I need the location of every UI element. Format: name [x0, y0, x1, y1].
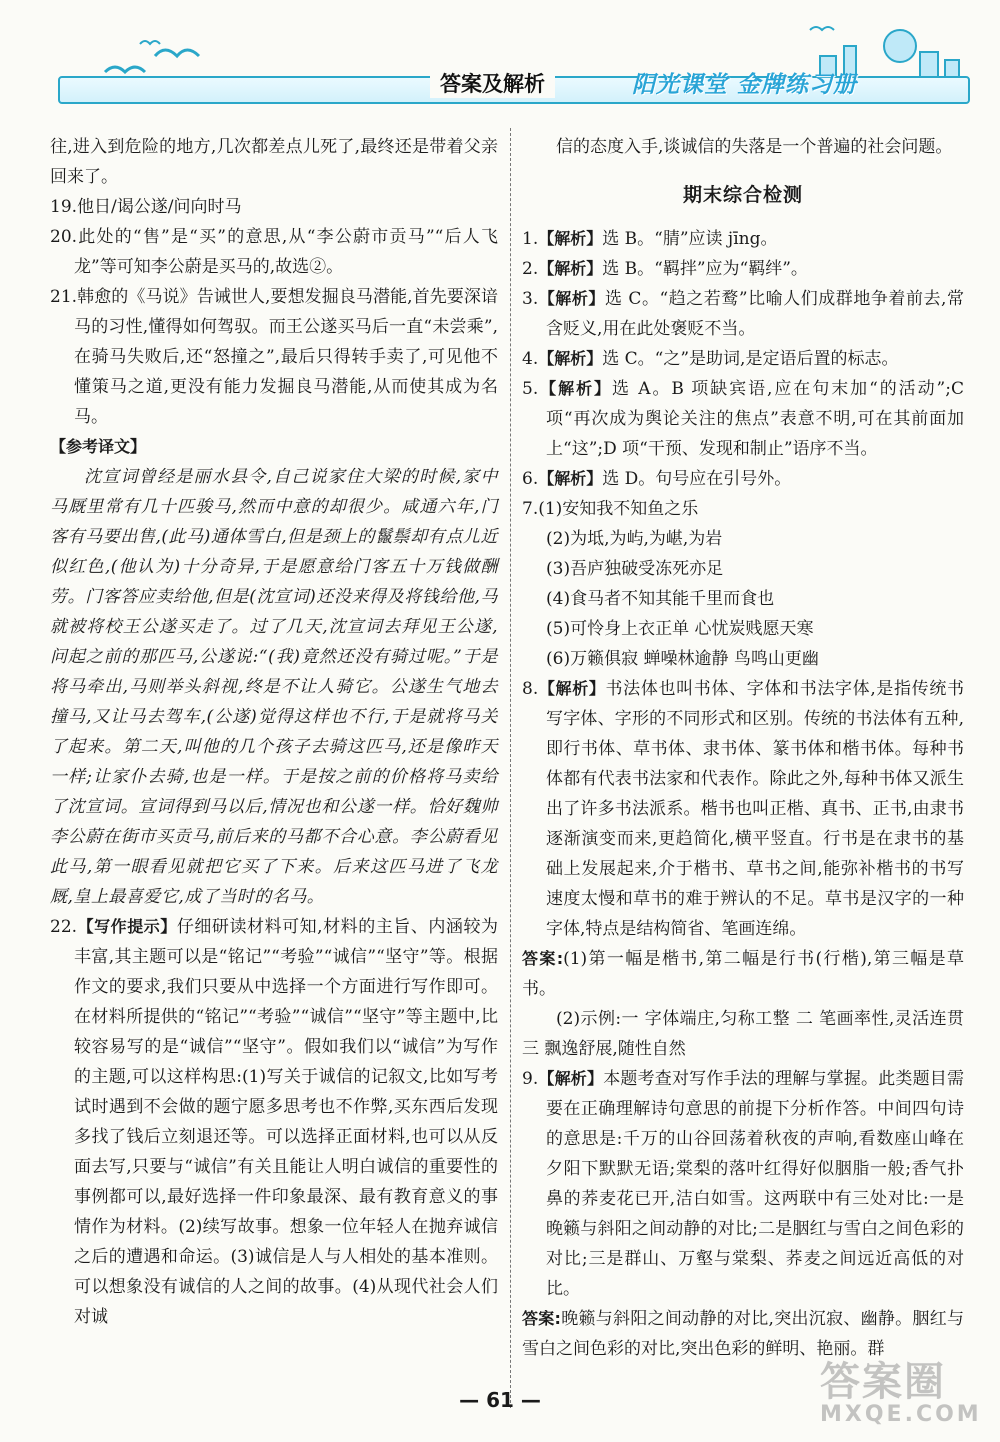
item-text: 书法体也叫书体、字体和书法字体,是指传统书写字体、字形的不同形式和区别。传统的书法体有五种,即行书体、草书体、隶书体、篆书体和楷书体。每种书体都有代表书法家和代表作。除此之外,每种书体又派生出了许多书法派系。楷书也叫正楷、真书、正书,由隶书逐渐演变而来,更趋简化,横平竖直。行书是在隶书的基础上发展起来,介于楷书、草书之间,能弥补楷书的书写速度太慢和草书的难于辨认的不足。草书是汉字的一种字体,特点是结构简省、笔画连绵。 [546, 679, 964, 939]
paragraph [522, 674, 964, 944]
item-tag: 【解析】 [538, 289, 605, 308]
item-number: 2. [522, 259, 539, 279]
item-number: 22. [50, 917, 78, 937]
item-number: 1. [522, 229, 539, 249]
paragraph [522, 224, 964, 254]
paragraph [522, 1064, 964, 1304]
page-number: — 61 — [459, 1388, 541, 1412]
watermark-url: MXQE.COM [820, 1402, 982, 1427]
item-number: 3. [522, 289, 539, 309]
item-text: (2)示例:一 字体端庄,匀称工整 二 笔画率性,灵活连贯 三 飘逸舒展,随性自然 [522, 1009, 964, 1059]
item-number: 6. [522, 469, 539, 489]
column-divider [510, 128, 511, 1408]
paragraph [522, 494, 964, 524]
item-tag: 【解析】 [538, 1069, 604, 1088]
item-text: (3)吾庐独破受冻死亦足 [546, 559, 724, 579]
right-column [522, 132, 964, 1364]
section-label [50, 432, 498, 462]
item-text: 19.他日/谒公遂/问向时马 [50, 197, 242, 217]
section-title: 期末综合检测 [682, 184, 803, 206]
paragraph [522, 644, 964, 674]
item-text: (2)为坻,为屿,为嵁,为岩 [546, 529, 723, 549]
item-text: 选 B。“腈”应读 jīng。 [602, 229, 778, 249]
answer-label: 答案: [522, 1309, 561, 1328]
item-number: 4. [522, 349, 539, 369]
paragraph [522, 374, 964, 464]
item-tag: 【解析】 [538, 679, 606, 698]
item-text: 本题考查对写作手法的理解与掌握。此类题目需要在正确理解诗句意思的前提下分析作答。中间四句诗的意思是:千万的山谷回荡着秋夜的声响,看数座山峰在夕阳下默默无语;棠梨的落叶红得好似胭脂一般;香气扑鼻的荞麦花已开,洁白如雪。这两联中有三处对比:一是晚籁与斜阳之间动静的对比;二是胭红与雪白之间色彩的对比;三是群山、万壑与棠梨、荞麦之间远近高低的对比。 [546, 1069, 964, 1299]
paragraph [522, 284, 964, 344]
paragraph [50, 132, 498, 192]
paragraph [50, 462, 498, 912]
paragraph [522, 464, 964, 494]
label-text: 【参考译文】 [50, 437, 147, 456]
item-number: 8. [522, 679, 539, 699]
page-header [40, 14, 970, 104]
item-text: 7.(1)安知我不知鱼之乐 [522, 499, 699, 519]
watermark [820, 1359, 982, 1427]
item-tag: 【解析】 [538, 379, 612, 398]
paragraph [522, 944, 964, 1004]
item-tag: 【写作提示】 [77, 917, 177, 936]
item-text: 选 D。句号应在引号外。 [602, 469, 792, 489]
item-text: (1)第一幅是楷书,第二幅是行书(行楷),第三幅是草书。 [522, 949, 964, 999]
item-number: 5. [522, 379, 539, 399]
item-text: 选 C。“趋之若鹜”比喻人们成群地争着前去,常含贬义,用在此处褒贬不当。 [546, 289, 964, 339]
item-text: 选 C。“之”是助词,是定语后置的标志。 [602, 349, 899, 369]
paragraph [522, 1004, 964, 1064]
paragraph [522, 554, 964, 584]
header-title: 答案及解析 [430, 68, 555, 98]
item-text: (4)食马者不知其能千里而食也 [546, 589, 775, 609]
item-tag: 【解析】 [538, 229, 603, 248]
item-text: 21.韩愈的《马说》告诫世人,要想发掘良马潜能,首先要深谙马的习性,懂得如何驾驭。而王公遂买马后一直“未尝乘”,在骑马失败后,还“怒撞之”,最后只得转手卖了,可见他不懂策马之道,更没有能力发掘良马潜能,从而使其成为名马。 [50, 287, 498, 427]
paragraph [522, 254, 964, 284]
item-text: 选 A。B 项缺宾语,应在句末加“的活动”;C 项“再次成为舆论关注的焦点”表意不明,可在其前面加上“这”;D 项“干预、发现和制止”语序不当。 [546, 379, 964, 459]
answer-label: 答案: [522, 949, 564, 968]
item-tag: 【解析】 [538, 349, 603, 368]
paragraph [522, 524, 964, 554]
item-text: 选 B。“羁拌”应为“羁绊”。 [602, 259, 808, 279]
paragraph [522, 614, 964, 644]
item-text: 往,进入到危险的地方,几次都差点儿死了,最终还是带着父亲回来了。 [50, 137, 498, 187]
item-text: 晚籁与斜阳之间动静的对比,突出沉寂、幽静。胭红与雪白之间色彩的对比,突出色彩的鲜明、艳丽。群 [522, 1309, 964, 1359]
brand-logo: 阳光课堂 金牌练习册 [632, 72, 858, 98]
paragraph [522, 132, 964, 162]
paragraph [50, 912, 498, 1332]
item-number: 9. [522, 1069, 539, 1089]
paragraph [522, 344, 964, 374]
paragraph [50, 282, 498, 432]
item-text: 沈宣词曾经是丽水县令,自己说家住大梁的时候,家中马厩里常有几十匹骏马,然而中意的却很少。咸通六年,门客有马要出售,(此马)通体雪白,但是颈上的鬣鬃却有点儿近似红色,(他认为)十分奇异,于是愿意给门客五十万钱做酬劳。门客答应卖给他,但是(沈宣词)还没来得及将钱给他,马就被将校王公遂买走了。过了几天,沈宣词去拜见王公遂,问起之前的那匹马,公遂说:“(我)竟然还没有骑过呢。”于是将马牵出,马则举头斜视,终是不让人骑它。公遂生气地去撞马,又让马去驾车,(公遂)觉得这样也不行,于是就将马关了起来。第二天,叫他的几个孩子去骑这匹马,还是像昨天一样;让家仆去骑,也是一样。于是按之前的价格将马卖给了沈宣词。宣词得到马以后,情况也和公遂一样。恰好魏帅李公蔚在街市买贡马,前后来的马都不合心意。李公蔚看见此马,第一眼看见就把它买了下来。后来这匹马进了飞龙厩,皇上最喜爱它,成了当时的名马。 [50, 467, 498, 907]
item-text: 信的态度入手,谈诚信的失落是一个普遍的社会问题。 [556, 137, 953, 157]
item-text: (5)可怜身上衣正单 心忧炭贱愿天寒 [546, 619, 814, 639]
paragraph [522, 1304, 964, 1364]
left-column [50, 132, 498, 1332]
item-tag: 【解析】 [538, 259, 603, 278]
watermark-text: 答案圈 [820, 1359, 946, 1405]
item-text: (6)万籁俱寂 蝉噪林逾静 鸟鸣山更幽 [546, 649, 819, 669]
paragraph [522, 584, 964, 614]
item-tag: 【解析】 [538, 469, 603, 488]
item-text: 仔细研读材料可知,材料的主旨、内涵较为丰富,其主题可以是“铭记”“考验”“诚信”“坚守”等。根据作文的要求,我们只要从中选择一个方面进行写作即可。在材料所提供的“铭记”“考验”“诚信”“坚守”等主题中,比较容易写的是“诚信”“坚守”。假如我们以“诚信”为写作的主题,可以这样构思:(1)写关于诚信的记叙文,比如写考试时遇到不会做的题宁愿多思考也不作弊,买东西后发现多找了钱后立刻退还等。可以选择正面材料,也可以从反面去写,只要与“诚信”有关且能让人明白诚信的重要性的事例都可以,最好选择一件印象最深、最有教育意义的事情作为材料。(2)续写故事。想象一位年轻人在抛弃诚信之后的遭遇和命运。(3)诚信是人与人相处的基本准则。可以想象没有诚信的人之间的故事。(4)从现代社会人们对诚 [74, 917, 498, 1327]
paragraph [50, 192, 498, 222]
item-text: 20.此处的“售”是“买”的意思,从“李公蔚市贡马”“后人飞龙”等可知李公蔚是买马的,故选②。 [50, 227, 498, 277]
paragraph [50, 222, 498, 282]
